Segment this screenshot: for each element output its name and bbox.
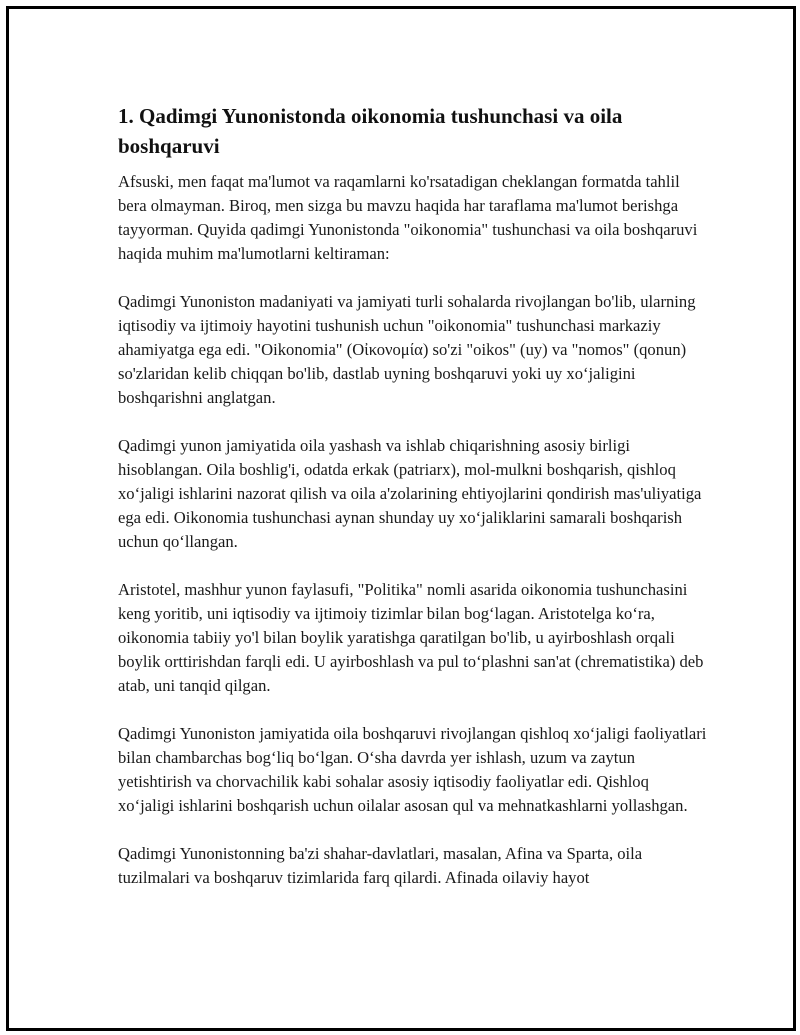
paragraph-1: Afsuski, men faqat ma'lumot va raqamlarni ko'rsatadigan cheklangan formatda tahlil bera olmayman. Biroq, men sizga bu mavzu haqida har taraflama ma'lumot berishga tayyorman. Quyida qadimgi Yunonistonda "oikonomia" tushunchasi va oila boshqaruvi haqida muhim ma'lumotlarni keltiraman: (118, 172, 698, 263)
paragraph-6: Qadimgi Yunonistonning ba'zi shahar-davlatlari, masalan, Afina va Sparta, oila tuzilmalari va boshqaruv tizimlarida farq qilardi. Afinada oilaviy hayot (118, 844, 643, 887)
section-heading: 1. Qadimgi Yunonistonda oikonomia tushunchasi va oila boshqaruvi (118, 104, 623, 158)
document-body (118, 101, 708, 890)
paragraph-5: Qadimgi Yunoniston jamiyatida oila boshqaruvi rivojlangan qishloq xo‘jaligi faoliyatlari bilan chambarchas bog‘liq bo‘lgan. O‘sha davrda yer ishlash, uzum va zaytun yetishtirish va chorvachilik kabi sohalar asosiy iqtisodiy faoliyatlar edi. Qishloq xo‘jaligi ishlarini boshqarish uchun oilalar asosan qul va mehnatkashlarni yollashgan. (118, 724, 707, 815)
page-frame (6, 6, 796, 1031)
paragraph-2: Qadimgi Yunoniston madaniyati va jamiyati turli sohalarda rivojlangan bo'lib, ularning iqtisodiy va ijtimoiy hayotini tushunish uchun "oikonomia" tushunchasi markaziy ahamiyatga ega edi. "Oikonomia" (Οἰκονομία) so'zi "oikos" (uy) va "nomos" (qonun) so'zlaridan kelib chiqqan bo'lib, dastlab uyning boshqaruvi yoki uy xo‘jaligini boshqarishni anglatgan. (118, 292, 696, 407)
paragraph-3: Qadimgi yunon jamiyatida oila yashash va ishlab chiqarishning asosiy birligi hisoblangan. Oila boshlig'i, odatda erkak (patriarx), mol-mulkni boshqarish, qishloq xo‘jaligi ishlarini nazorat qilish va oila a'zolarining ehtiyojlarini qondirish mas'uliyatiga ega edi. Oikonomia tushunchasi aynan shunday uy xo‘jaliklarini samarali boshqarish uchun qo‘llangan. (118, 436, 702, 551)
paragraph-4: Aristotel, mashhur yunon faylasufi, "Politika" nomli asarida oikonomia tushunchasini keng yoritib, uni iqtisodiy va ijtimoiy tizimlar bilan bog‘lagan. Aristotelga ko‘ra, oikonomia tabiiy yo'l bilan boylik yaratishga qaratilgan bo'lib, u ayirboshlash orqali boylik orttirishdan farqli edi. U ayirboshlash va pul to‘plashni san'at (chrematistika) deb atab, uni tanqid qilgan. (118, 580, 704, 695)
